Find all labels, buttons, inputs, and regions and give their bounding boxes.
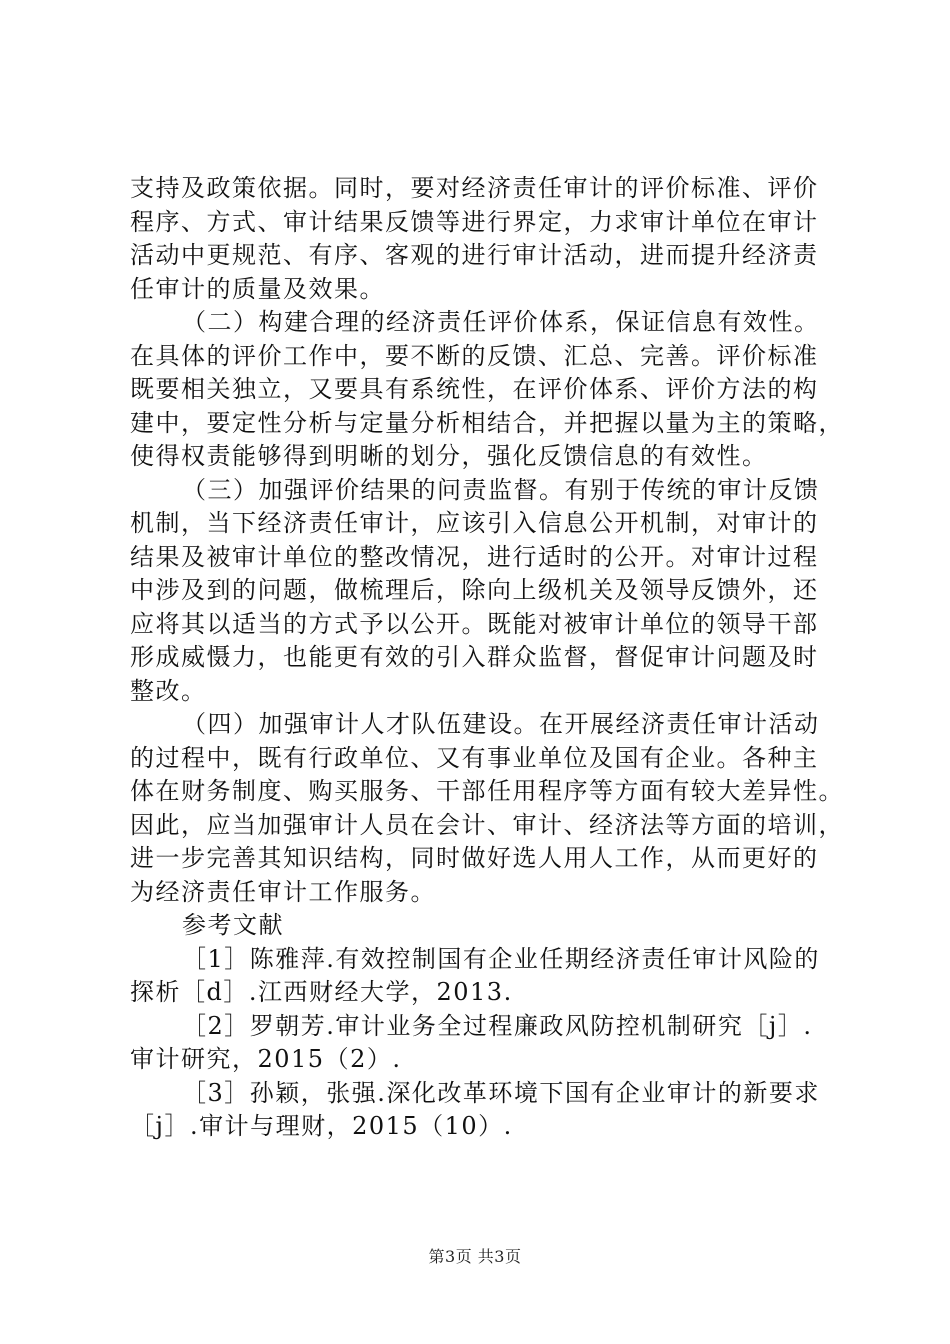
text-line: 形成威慑力，也能更有效的引入群众监督，督促审计问题及时 bbox=[130, 643, 819, 671]
text-line: 建中，要定性分析与定量分析相结合，并把握以量为主的策略， bbox=[130, 408, 844, 437]
text-line: 中涉及到的问题，做梳理后，除向上级机关及领导反馈外，还 bbox=[130, 576, 819, 604]
text-line: 活动中更规范、有序、客观的进行审计活动，进而提升经济责 bbox=[130, 241, 819, 269]
text-line: ［1］陈雅萍.有效控制国有企业任期经济责任审计风险的 bbox=[182, 944, 820, 973]
text-line: 探析［d］.江西财经大学，2013. bbox=[130, 978, 513, 1006]
text-line: ［2］罗朝芳.审计业务全过程廉政风防控机制研究［j］. bbox=[182, 1011, 813, 1040]
text-line: 使得权责能够得到明晰的划分，强化反馈信息的有效性。 bbox=[130, 442, 768, 470]
text-line: 的过程中，既有行政单位、又有事业单位及国有企业。各种主 bbox=[130, 743, 819, 772]
text-line: 因此，应当加强审计人员在会计、审计、经济法等方面的培训， bbox=[130, 810, 844, 839]
text-line: 应将其以适当的方式予以公开。既能对被审计单位的领导干部 bbox=[130, 609, 819, 638]
text-line: 程序、方式、审计结果反馈等进行界定，力求审计单位在审计 bbox=[130, 207, 819, 236]
text-line: 进一步完善其知识结构，同时做好选人用人工作，从而更好的 bbox=[130, 844, 819, 872]
text-line: 为经济责任审计工作服务。 bbox=[130, 877, 436, 906]
page-footer: 第3页 共3页 bbox=[428, 1247, 522, 1266]
text-line: ［3］孙颖，张强.深化改革环境下国有企业审计的新要求 bbox=[182, 1078, 820, 1107]
text-line: 审计研究，2015（2）. bbox=[130, 1045, 402, 1073]
text-line: 在具体的评价工作中，要不断的反馈、汇总、完善。评价标准 bbox=[130, 341, 819, 370]
text-line: 参考文献 bbox=[182, 911, 284, 939]
text-line: （四）加强审计人才队伍建设。在开展经济责任审计活动 bbox=[182, 710, 820, 738]
text-line: （二）构建合理的经济责任评价体系，保证信息有效性。 bbox=[182, 308, 820, 336]
text-line: 任审计的质量及效果。 bbox=[130, 274, 385, 303]
text-line: 既要相关独立，又要具有系统性，在评价体系、评价方法的构 bbox=[130, 375, 819, 403]
text-line: 支持及政策依据。同时，要对经济责任审计的评价标准、评价 bbox=[130, 174, 819, 202]
text-line: ［j］.审计与理财，2015（10）. bbox=[130, 1112, 513, 1140]
text-line: 整改。 bbox=[130, 676, 207, 705]
body-text bbox=[130, 172, 844, 1144]
text-line: 结果及被审计单位的整改情况，进行适时的公开。对审计过程 bbox=[130, 542, 819, 571]
text-line: 体在财务制度、购买服务、干部任用程序等方面有较大差异性。 bbox=[130, 777, 844, 805]
text-line: （三）加强评价结果的问责监督。有别于传统的审计反馈 bbox=[182, 475, 820, 504]
text-line: 机制，当下经济责任审计，应该引入信息公开机制，对审计的 bbox=[130, 509, 819, 537]
